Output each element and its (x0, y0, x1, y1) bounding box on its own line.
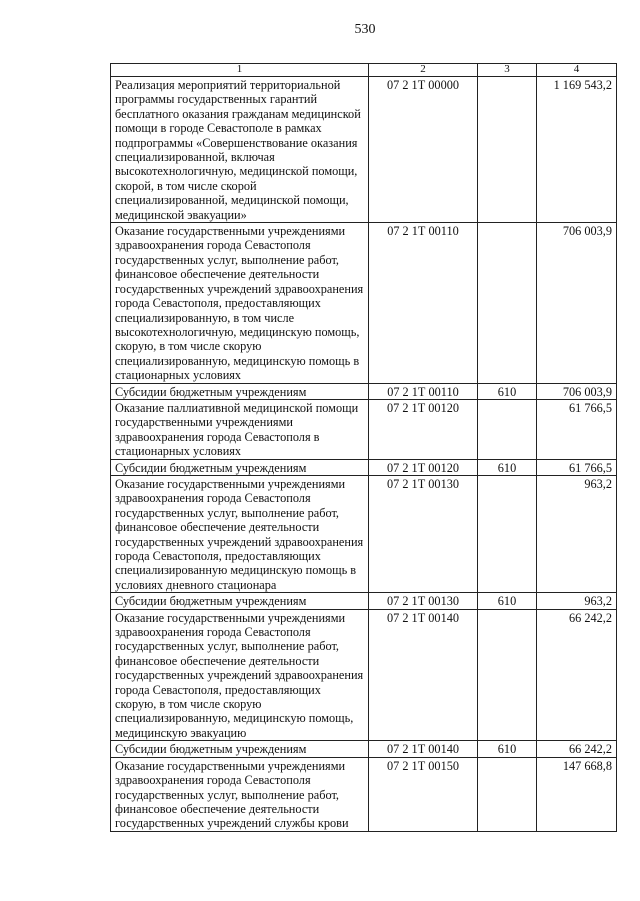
row-amount-cell: 706 003,9 (537, 223, 617, 383)
row-amount-cell: 1 169 543,2 (537, 77, 617, 223)
row-amount-cell: 147 668,8 (537, 757, 617, 831)
table-row (111, 223, 617, 383)
row-name-cell: Субсидии бюджетным учреждениям (111, 593, 369, 609)
row-amount-cell: 61 766,5 (537, 399, 617, 459)
page-number: 530 (354, 22, 376, 37)
row-name-cell: Оказание государственными учреждениями здравоохранения города Севастополя государственных услуг, выполнение работ, финансовое обеспечение деятельности государственных учреждений здравоохранения города Севастополя, предоставляющих специализированную, в том числе высокотехнологичную, медицинскую помощь, скорую, в том числе скорую специализированную, медицинскую помощь в стационарных условиях (111, 223, 369, 383)
table-row (111, 609, 617, 741)
table-row (111, 383, 617, 399)
row-name-cell: Оказание государственными учреждениями здравоохранения города Севастополя государственных услуг, выполнение работ, финансовое обеспечение деятельности государственных учреждений здравоохранения города Севастополя, предоставляющих скорую, в том числе скорую специализированную, медицинскую помощь, медицинскую эвакуацию (111, 609, 369, 741)
row-code-cell: 07 2 1Т 00140 (369, 741, 478, 757)
row-name-cell: Оказание государственными учреждениями здравоохранения города Севастополя государственных услуг, выполнение работ, финансовое обеспечение деятельности государственных учреждений здравоохранения города Севастополя, предоставляющих специализированную медицинскую помощь в условиях дневного стационара (111, 475, 369, 592)
row-code-cell: 07 2 1Т 00110 (369, 223, 478, 383)
row-code-cell: 07 2 1Т 00130 (369, 475, 478, 592)
row-type-cell: 610 (478, 383, 537, 399)
row-name-cell: Реализация мероприятий территориальной программы государственных гарантий бесплатного оказания гражданам медицинской помощи в городе Севастополе в рамках подпрограммы «Совершенствование оказания специализированной, включая высокотехнологичную, медицинской помощи, скорой, в том числе скорой специализированной, медицинской помощи, медицинской эвакуации» (111, 77, 369, 223)
table-row (111, 757, 617, 831)
row-name-cell: Субсидии бюджетным учреждениям (111, 741, 369, 757)
row-amount-cell: 706 003,9 (537, 383, 617, 399)
row-type-cell: 610 (478, 459, 537, 475)
row-amount-cell: 963,2 (537, 593, 617, 609)
row-type-cell (478, 757, 537, 831)
row-type-cell (478, 223, 537, 383)
row-name-cell: Субсидии бюджетным учреждениям (111, 383, 369, 399)
row-amount-cell: 61 766,5 (537, 459, 617, 475)
row-type-cell: 610 (478, 741, 537, 757)
row-name-cell: Оказание паллиативной медицинской помощи государственными учреждениями здравоохранения города Севастополя в стационарных условиях (111, 399, 369, 459)
table-row (111, 475, 617, 592)
table-row (111, 593, 617, 609)
table-body (111, 77, 617, 832)
column-header-2: 2 (369, 64, 478, 77)
row-type-cell (478, 77, 537, 223)
row-code-cell: 07 2 1Т 00110 (369, 383, 478, 399)
table-row (111, 77, 617, 223)
table-row (111, 459, 617, 475)
row-amount-cell: 963,2 (537, 475, 617, 592)
column-header-1: 1 (111, 64, 369, 77)
row-code-cell: 07 2 1Т 00150 (369, 757, 478, 831)
row-code-cell: 07 2 1Т 00140 (369, 609, 478, 741)
row-code-cell: 07 2 1Т 00120 (369, 399, 478, 459)
row-amount-cell: 66 242,2 (537, 741, 617, 757)
row-type-cell (478, 475, 537, 592)
table-row (111, 741, 617, 757)
row-type-cell (478, 609, 537, 741)
row-code-cell: 07 2 1Т 00000 (369, 77, 478, 223)
row-code-cell: 07 2 1Т 00120 (369, 459, 478, 475)
row-name-cell: Оказание государственными учреждениями здравоохранения города Севастополя государственных услуг, выполнение работ, финансовое обеспечение деятельности государственных учреждений службы крови (111, 757, 369, 831)
row-amount-cell: 66 242,2 (537, 609, 617, 741)
column-header-4: 4 (537, 64, 617, 77)
table-header-row (111, 64, 617, 77)
row-type-cell (478, 399, 537, 459)
row-name-cell: Субсидии бюджетным учреждениям (111, 459, 369, 475)
row-type-cell: 610 (478, 593, 537, 609)
column-header-3: 3 (478, 64, 537, 77)
table-row (111, 399, 617, 459)
row-code-cell: 07 2 1Т 00130 (369, 593, 478, 609)
budget-table (110, 63, 617, 832)
